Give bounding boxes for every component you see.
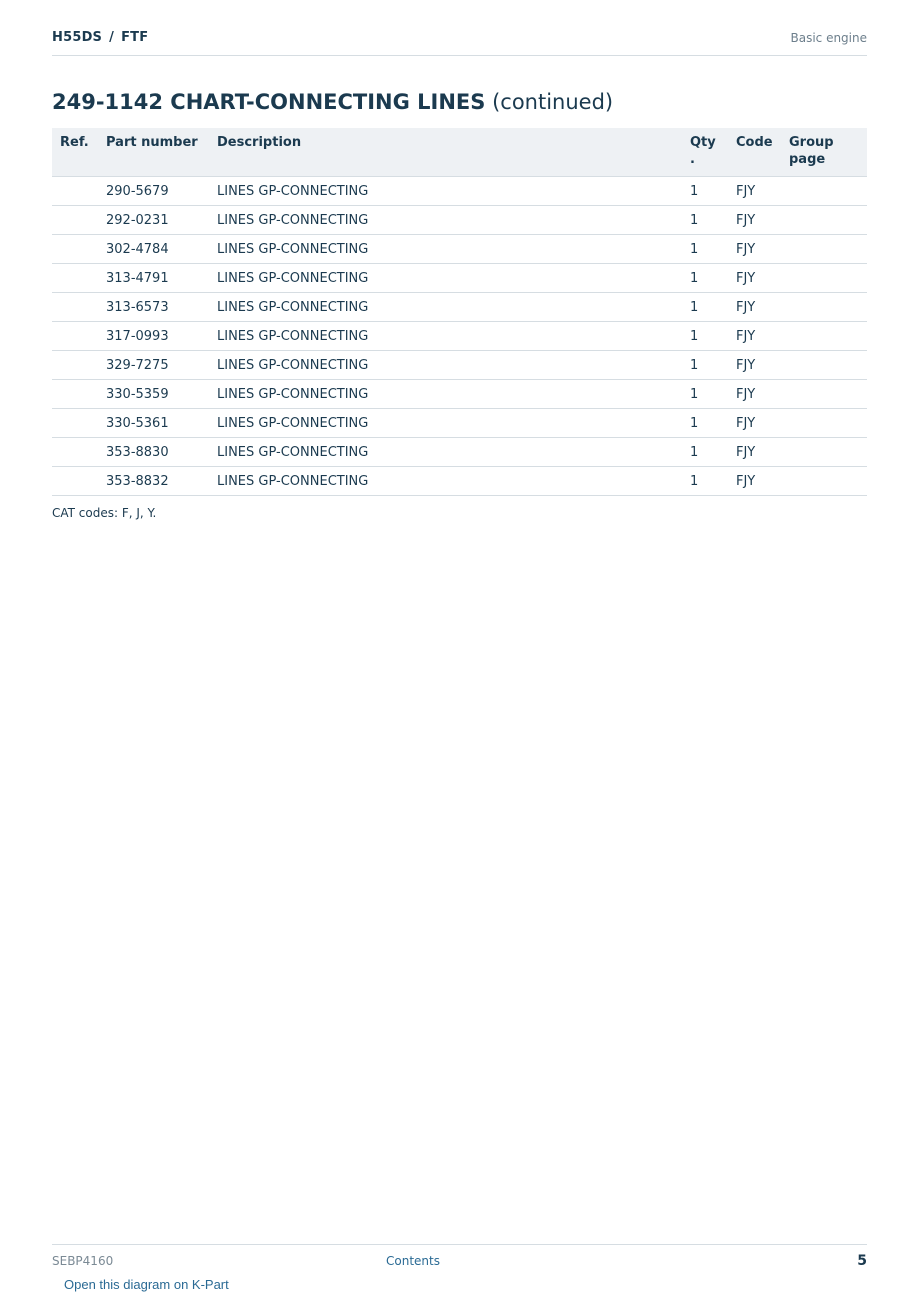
cell-description: LINES GP-CONNECTING [217,264,690,293]
cell-group-page [789,438,867,467]
column-header-group-page: Group page [789,128,867,177]
cell-part-number: 313-4791 [106,264,217,293]
breadcrumb-model: H55DS [52,30,103,45]
table-row [52,206,867,235]
header-row [52,128,867,177]
cell-qty: 1 [690,177,736,206]
table-row [52,467,867,496]
page-footer [52,1244,867,1301]
breadcrumb-separator: / [109,30,115,45]
column-header-code: Code [736,128,789,177]
table-row [52,351,867,380]
cell-qty: 1 [690,235,736,264]
document-id: SEBP4160 [52,1254,114,1268]
cell-part-number: 353-8830 [106,438,217,467]
table-row [52,264,867,293]
cell-part-number: 329-7275 [106,351,217,380]
cell-description: LINES GP-CONNECTING [217,235,690,264]
cell-part-number: 317-0993 [106,322,217,351]
cell-group-page [789,206,867,235]
table-row [52,322,867,351]
open-in-kpart-link[interactable]: Open this diagram on K-Part [64,1277,229,1292]
cell-part-number: 330-5359 [106,380,217,409]
cell-description: LINES GP-CONNECTING [217,351,690,380]
cell-qty: 1 [690,206,736,235]
column-header-ref: Ref. [52,128,106,177]
table-row [52,235,867,264]
title-suffix: (continued) [492,90,614,114]
cell-ref [52,206,106,235]
cell-qty: 1 [690,467,736,496]
column-header-qty: Qty . [690,128,736,177]
cell-part-number: 313-6573 [106,293,217,322]
parts-table [52,128,867,496]
cell-part-number: 302-4784 [106,235,217,264]
cell-ref [52,351,106,380]
cell-qty: 1 [690,380,736,409]
cell-part-number: 292-0231 [106,206,217,235]
cell-ref [52,467,106,496]
cell-ref [52,438,106,467]
page-title [52,90,613,114]
contents-link[interactable]: Contents [386,1254,440,1268]
cell-ref [52,177,106,206]
cat-codes-note: CAT codes: F, J, Y. [52,506,157,520]
table-body [52,177,867,496]
cell-code: FJY [736,264,789,293]
cell-ref [52,293,106,322]
cell-description: LINES GP-CONNECTING [217,206,690,235]
cell-code: FJY [736,380,789,409]
column-header-description: Description [217,128,690,177]
cell-description: LINES GP-CONNECTING [217,438,690,467]
cell-qty: 1 [690,322,736,351]
page-header [52,28,867,56]
title-main: 249-1142 CHART-CONNECTING LINES [52,90,486,114]
cell-description: LINES GP-CONNECTING [217,409,690,438]
table-header [52,128,867,177]
cell-ref [52,409,106,438]
cell-part-number: 353-8832 [106,467,217,496]
cell-code: FJY [736,177,789,206]
table-row [52,438,867,467]
cell-description: LINES GP-CONNECTING [217,467,690,496]
breadcrumb-variant: FTF [121,30,149,45]
cell-group-page [789,351,867,380]
cell-description: LINES GP-CONNECTING [217,177,690,206]
cell-qty: 1 [690,438,736,467]
cell-code: FJY [736,293,789,322]
cell-part-number: 290-5679 [106,177,217,206]
table-row [52,177,867,206]
table-row [52,409,867,438]
cell-code: FJY [736,438,789,467]
cell-code: FJY [736,206,789,235]
page-number: 5 [857,1253,867,1269]
cell-group-page [789,322,867,351]
cell-qty: 1 [690,293,736,322]
cell-group-page [789,467,867,496]
cell-part-number: 330-5361 [106,409,217,438]
table-row [52,293,867,322]
table-row [52,380,867,409]
cell-code: FJY [736,322,789,351]
cell-group-page [789,177,867,206]
cell-description: LINES GP-CONNECTING [217,322,690,351]
cell-qty: 1 [690,264,736,293]
cell-qty: 1 [690,351,736,380]
document-page [52,0,867,1300]
cell-code: FJY [736,409,789,438]
cell-group-page [789,409,867,438]
cell-ref [52,322,106,351]
section-name: Basic engine [790,31,867,45]
cell-ref [52,264,106,293]
cell-description: LINES GP-CONNECTING [217,293,690,322]
cell-group-page [789,380,867,409]
cell-ref [52,235,106,264]
column-header-part-number: Part number [106,128,217,177]
cell-group-page [789,293,867,322]
cell-code: FJY [736,467,789,496]
cell-ref [52,380,106,409]
cell-group-page [789,264,867,293]
cell-qty: 1 [690,409,736,438]
cell-group-page [789,235,867,264]
breadcrumb [52,30,148,45]
cell-description: LINES GP-CONNECTING [217,380,690,409]
cell-code: FJY [736,351,789,380]
cell-code: FJY [736,235,789,264]
